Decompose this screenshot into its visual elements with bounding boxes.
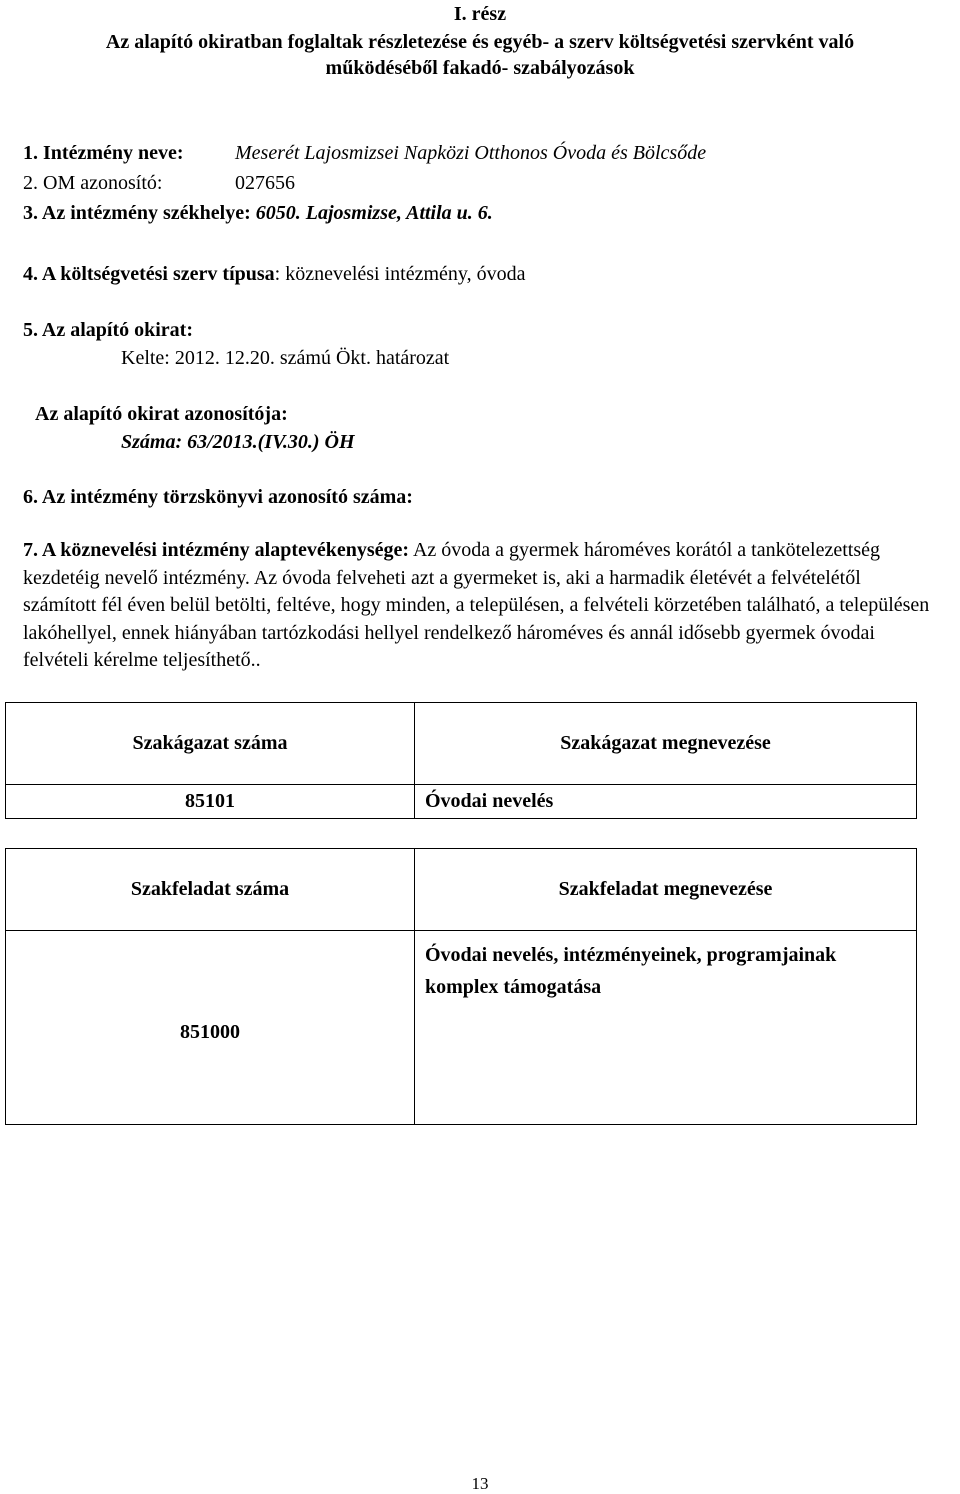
item-1-value: Meserét Lajosmizsei Napközi Otthonos Óvoda és Bölcsőde [235,142,707,164]
title-line-2: működéséből fakadó- szabályozások [325,57,635,79]
table-header-cell: Szakágazat száma [6,703,415,785]
table-cell: Óvodai nevelés [415,785,917,819]
item-1-label: 1. Intézmény neve: [23,142,184,164]
table-header-cell: Szakágazat megnevezése [415,703,917,785]
table-row [6,931,917,1125]
item-3-line [23,201,493,225]
item-7-label: 7. A köznevelési intézmény alaptevékenysége: [23,539,410,561]
table-header-row [6,849,917,931]
item-5b-label: Az alapító okirat azonosítója: [35,403,288,425]
item-5-value: Kelte: 2012. 12.20. számú Ökt. határozat [121,347,450,369]
item-7-paragraph [23,537,938,675]
item-4-label: 4. A költségvetési szerv típusa [23,263,275,285]
item-2-label: 2. OM azonosító: [23,172,163,194]
item-7-text: Az óvoda a gyermek hároméves korától a tankötelezettség kezdetéig nevelő intézmény. Az óvoda felveheti azt a gyermeket is, aki a harmadik életévét a felvételétől számított fél éven belül betölti, feltéve, hogy minden, a településen, a felvételi körzetében található, a településen lakóhellyel, ennek hiányában tartózkodási hellyel rendelkező hároméves és annál idősebb gyermek óvodai felvételi kérelme teljesíthető.. [23,539,930,671]
szakagazat-table [5,702,917,819]
table-cell: Óvodai nevelés, intézményeinek, programjainak komplex támogatása [415,931,917,1125]
table-cell: 85101 [6,785,415,819]
item-3-value: 6050. Lajosmizse, Attila u. 6. [255,202,493,224]
item-4-value: : köznevelési intézmény, óvoda [274,263,526,285]
table-header-cell: Szakfeladat megnevezése [415,849,917,931]
item-6-label: 6. Az intézmény törzskönyvi azonosító száma: [23,486,413,508]
item-2-value: 027656 [235,172,295,194]
table-row [6,785,917,819]
item-5b-value: Száma: 63/2013.(IV.30.) ÖH [121,431,355,453]
page-number: 13 [471,1474,489,1493]
part-heading: I. rész [453,3,507,25]
szakfeladat-table [5,848,917,1125]
item-4-line [23,262,526,286]
table-header-row [6,703,917,785]
item-5-label: 5. Az alapító okirat: [23,319,193,341]
table-cell: 851000 [6,931,415,1125]
item-3-label: 3. Az intézmény székhelye: [23,202,251,224]
title-line-1: Az alapító okiratban foglaltak részletezése és egyéb- a szerv költségvetési szervként való [105,31,855,53]
table-header-cell: Szakfeladat száma [6,849,415,931]
